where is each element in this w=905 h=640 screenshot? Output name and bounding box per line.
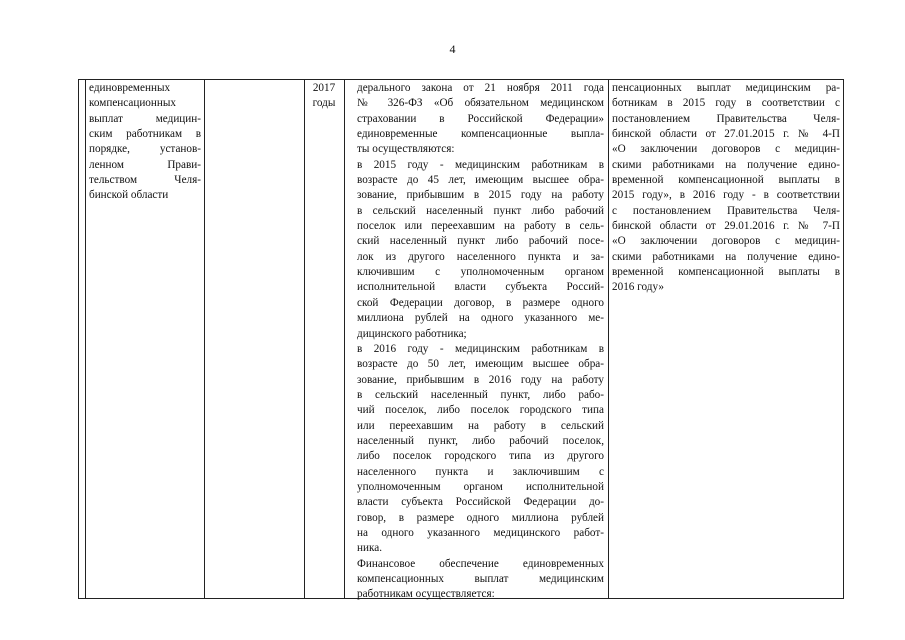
column-divider — [204, 80, 205, 598]
description-line: ский населенный пункт либо рабочий посе- — [357, 235, 604, 248]
description-line: уполномоченным органом исполнительной — [357, 480, 604, 493]
description-line: ключившим с уполномоченным органом — [357, 266, 604, 279]
measure-name-line: порядке, установ- — [89, 143, 201, 156]
basis-line: 2015 году», в 2016 году - в соответствии — [612, 189, 840, 202]
measure-name-line: единовременных — [89, 82, 171, 94]
description-line: населенного пункта и заключившим с — [357, 465, 604, 478]
measures-table — [78, 79, 844, 599]
description-line: миллиона рублей на одного указанного ме- — [357, 312, 604, 325]
description-line: лок из другого населенного пункта и за- — [357, 250, 604, 263]
description-line: в 2015 году - медицинским работникам в — [357, 158, 604, 171]
measure-name-line: выплат медицин- — [89, 112, 201, 125]
basis-line: скими работниками на получение едино- — [612, 250, 840, 263]
description-line: компенсационных выплат медицинским — [357, 573, 604, 585]
basis-line: скими работниками на получение едино- — [612, 158, 840, 171]
implementation-years-cell — [308, 81, 340, 112]
measure-description-cell — [357, 81, 604, 603]
legal-basis-cell — [612, 81, 840, 296]
description-line: населенный пункт, либо рабочий поселок, — [357, 434, 604, 447]
description-line: дерального закона от 21 ноября 2011 года — [357, 82, 604, 94]
description-line: поселок или переехавшим на работу в сель- — [357, 220, 604, 233]
description-line: зование, прибывшим в 2016 году на работу — [357, 373, 604, 386]
basis-line: «О заключении договоров с медицин- — [612, 235, 840, 248]
description-line: власти субъекта Российской Федерации до- — [357, 496, 604, 509]
years-line: годы — [312, 97, 336, 110]
basis-line: пенсационных выплат медицинским ра- — [612, 82, 840, 94]
description-line: Финансовое обеспечение единовременных — [357, 557, 604, 570]
description-line: дицинского работника; — [357, 327, 467, 340]
basis-line: ботникам в 2015 году в соответствии с — [612, 97, 840, 110]
measure-name-cell — [89, 81, 201, 204]
measure-name-line: ским работникам в — [89, 128, 201, 141]
description-line: единовременные компенсационные выпла- — [357, 128, 604, 141]
column-divider — [304, 80, 305, 598]
basis-line: временной компенсационной выплаты в — [612, 266, 840, 279]
description-line: ника. — [357, 542, 383, 555]
description-line: говор, в размере одного миллиона рублей — [357, 511, 604, 524]
description-line: либо поселок городского типа из другого — [357, 450, 604, 463]
description-line: возрасте до 50 лет, имеющим высшее обра- — [357, 358, 604, 371]
description-line: чий поселок, либо поселок городского типа — [357, 404, 604, 417]
column-divider — [344, 80, 345, 598]
description-line: работникам осуществляется: — [357, 588, 495, 601]
description-line: на одного указанного медицинского работ- — [357, 526, 604, 539]
description-line: № 326-ФЗ «Об обязательном медицинском — [357, 97, 604, 110]
basis-line: временной компенсационной выплаты в — [612, 174, 840, 187]
basis-line: с постановлением Правительства Челя- — [612, 204, 840, 217]
description-line: или переехавшим на работу в сельский — [357, 419, 604, 432]
measure-name-line: тельством Челя- — [89, 174, 201, 187]
years-line: 2017 — [312, 82, 336, 94]
description-line: ской Федерации договор, в размере одного — [357, 296, 604, 309]
measure-name-line: бинской области — [89, 189, 169, 202]
basis-line: бинской области от 27.01.2015 г. № 4-П — [612, 128, 840, 141]
basis-line: «О заключении договоров с медицин- — [612, 143, 840, 156]
column-divider — [85, 80, 86, 598]
description-line: в сельский населенный пункт либо рабочий — [357, 204, 604, 217]
description-line: возрасте до 45 лет, имеющим высшее обра- — [357, 174, 604, 187]
description-line: страховании в Российской Федерации» — [357, 112, 604, 125]
description-line: зование, прибывшим в 2015 году на работу — [357, 189, 604, 202]
basis-line: бинской области от 29.01.2016 г. № 7-П — [612, 220, 840, 233]
description-line: исполнительной власти субъекта Россий- — [357, 281, 604, 294]
column-divider — [608, 80, 609, 598]
basis-line: постановлением Правительства Челя- — [612, 112, 840, 125]
description-line: в 2016 году - медицинским работникам в — [357, 342, 604, 355]
page-number: 4 — [449, 42, 456, 56]
measure-name-line: ленном Прави- — [89, 158, 201, 171]
description-line: ты осуществляются: — [357, 143, 455, 156]
description-line: в сельский населенный пункт, либо рабо- — [357, 388, 604, 401]
basis-line: 2016 году» — [612, 281, 664, 294]
measure-name-line: компенсационных — [89, 97, 176, 110]
